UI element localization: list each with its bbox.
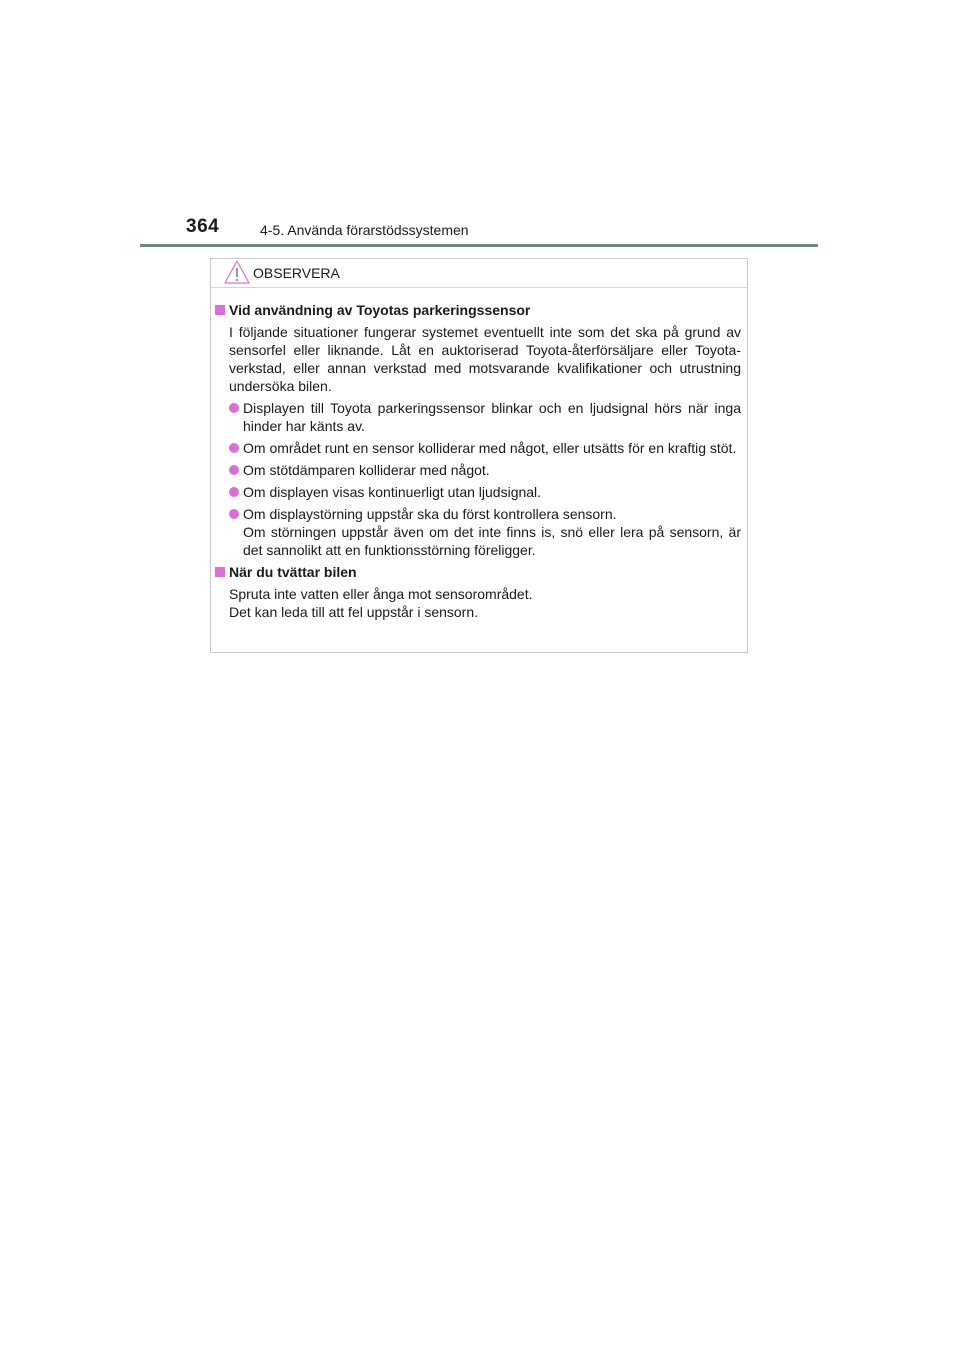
list-item: Om området runt en sensor kolliderar med något, eller utsätts för en kraftig stöt. [215,439,741,457]
round-bullet-icon [229,403,239,413]
caution-content [215,301,741,625]
list-item: Om displaystörning uppstår ska du först kontrollera sensorn. Om störningen uppstår även om det inte finns is, snö eller lera på sensorn, är det sannolikt att en funktionsstörning föreligger. [215,505,741,559]
page-number: 364 [186,216,220,237]
list-item: Om displayen visas kontinuerligt utan ljudsignal. [215,483,741,501]
list-item: Displayen till Toyota parkeringssensor blinkar och en ljudsignal hörs när inga hinder har känts av. [215,399,741,435]
list-item: Om stötdämparen kolliderar med något. [215,461,741,479]
round-bullet-icon [229,443,239,453]
square-bullet-icon [215,305,225,315]
caution-label: OBSERVERA [253,265,340,281]
section-title: 4-5. Använda förarstödssystemen [260,222,469,238]
section-paragraph: I följande situationer fungerar systemet eventuellt inte som det ska på grund av sensorfel eller liknande. Låt en auktoriserad Toyota-återförsäljare eller Toyota-verkstad, eller annan verkstad med motsvarande kvalifikationer och utrustning undersöka bilen. [229,324,741,394]
round-bullet-icon [229,509,239,519]
caution-header [211,259,747,288]
square-bullet-icon [215,567,225,577]
caution-box [210,258,748,653]
page-header [140,214,818,247]
round-bullet-icon [229,465,239,475]
section-heading-parking-sensor: Vid användning av Toyotas parkeringssensor [215,301,741,319]
round-bullet-icon [229,487,239,497]
warning-triangle-icon [223,259,251,285]
section-paragraph: Spruta inte vatten eller ånga mot sensorområdet. Det kan leda till att fel uppstår i sensorn. [229,586,533,620]
section-heading-car-wash: När du tvättar bilen [215,563,741,581]
